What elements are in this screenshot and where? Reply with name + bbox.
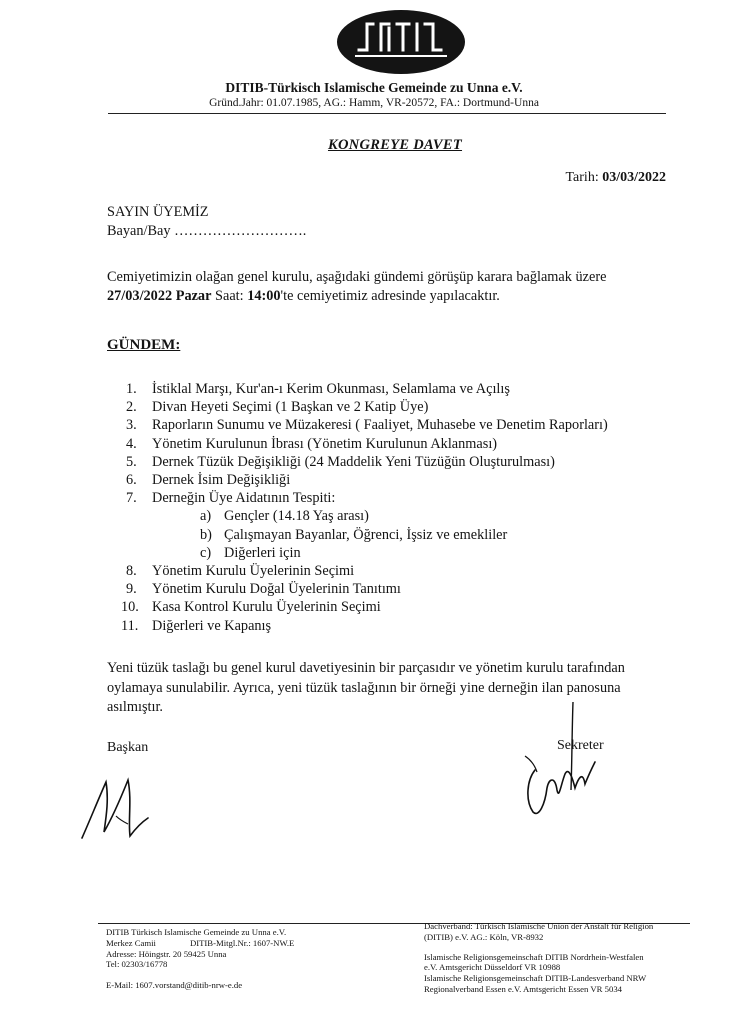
footer-email: E-Mail: 1607.vorstand@ditib-nrw-e.de xyxy=(106,980,243,991)
footer-left-line1: DITIB Türkisch Islamische Gemeinde zu Unna e.V. xyxy=(106,927,287,937)
closing-line1: Yeni tüzük taslağı bu genel kurul davetiyesinin bir parçasıdır ve yönetim kurulu tarafından xyxy=(107,660,625,676)
footer-left-line2: Merkez Camii DITIB-Mitgl.Nr.: 1607-NW.E xyxy=(106,937,295,948)
organization-name: DITIB-Türkisch Islamische Gemeinde zu Unna e.V. xyxy=(225,80,523,95)
agenda-item: 7. Derneğin Üye Aidatının Tespiti: a) Gençler (14.18 Yaş arası) b) Çalışmayan Bayanlar, Öğrenci, İşsiz ve emekliler c) Diğerleri için xyxy=(126,489,608,562)
meeting-time: 14:00 xyxy=(247,288,281,304)
closing-line3: asılmıştır. xyxy=(107,699,164,715)
registration-info: Gründ.Jahr: 01.07.1985, AG.: Hamm, VR-20572, FA.: Dortmund-Unna xyxy=(209,97,539,109)
agenda-item: 5. Dernek Tüzük Değişikliği (24 Maddelik Yeni Tüzüğün Oluşturulması) xyxy=(126,453,555,470)
ditib-logo xyxy=(337,10,465,74)
salutation-line1: SAYIN ÜYEMİZ xyxy=(107,204,209,220)
agenda-sublist xyxy=(152,507,608,562)
agenda-item: 9. Yönetim Kurulu Doğal Üyelerinin Tanıtımı xyxy=(126,581,401,598)
agenda-subitem: a) Gençler (14.18 Yaş arası) xyxy=(200,508,369,525)
header-divider xyxy=(108,113,666,114)
secretary-signature xyxy=(515,700,615,830)
footer-right-line3: Islamische Religionsgemeinschaft DITIB Nordrhein-Westfalen xyxy=(424,951,644,962)
footer-right-line1: Dachverband: Türkisch Islamische Union der Anstalt für Religion xyxy=(424,921,654,931)
agenda-item: 8. Yönetim Kurulu Üyelerinin Seçimi xyxy=(126,563,355,580)
meeting-date: 27/03/2022 Pazar xyxy=(107,288,212,304)
agenda-heading: GÜNDEM: xyxy=(107,337,181,353)
agenda-item: 4. Yönetim Kurulunun İbrası (Yönetim Kurulunun Aklanması) xyxy=(126,435,498,452)
footer-right-line2: (DITIB) e.V. AG.: Köln, VR-8932 xyxy=(424,931,544,942)
date-label: Tarih: xyxy=(565,170,599,185)
footer-left xyxy=(106,927,294,991)
footer-left-line4: Tel: 02303/16778 xyxy=(106,959,168,970)
agenda-list xyxy=(121,380,608,635)
document-date xyxy=(565,170,666,186)
agenda-item: 3. Raporların Sunumu ve Müzakeresi ( Faaliyet, Muhasebe ve Denetim Raporları) xyxy=(126,417,608,434)
footer-right-line4: e.V. Amtsgericht Düsseldorf VR 10988 xyxy=(424,962,561,973)
agenda-item: 10. Kasa Kontrol Kurulu Üyelerinin Seçimi xyxy=(121,599,381,616)
ditib-logo-mark xyxy=(337,10,465,74)
closing-line2: oylamaya sunulabilir. Ayrıca, yeni tüzük taslağının bir örneği yine derneğin ilan panosuna xyxy=(107,679,621,696)
intro-line2-rest: 'te cemiyetimiz adresinde yapılacaktır. xyxy=(280,288,500,304)
document-title: KONGREYE DAVET xyxy=(327,137,463,153)
footer-left-line3: Adresse: Höingstr. 20 59425 Unna xyxy=(106,948,227,959)
footer-right-line6: Regionalverband Essen e.V. Amtsgericht Essen VR 5034 xyxy=(424,983,623,994)
intro-line1: Cemiyetimizin olağan genel kurulu, aşağıdaki gündemi görüşüp karara bağlamak üzere xyxy=(107,269,607,285)
agenda-subitem: c) Diğerleri için xyxy=(200,544,301,561)
agenda-item: 1. İstiklal Marşı, Kur'an-ı Kerim Okunması, Selamlama ve Açılış xyxy=(126,381,510,397)
time-label: Saat: xyxy=(215,288,244,304)
agenda-item: 2. Divan Heyeti Seçimi (1 Başkan ve 2 Katip Üye) xyxy=(126,399,429,416)
secretary-label: Sekreter xyxy=(557,738,604,753)
agenda-item: 6. Dernek İsim Değişikliği xyxy=(126,472,291,489)
chairman-signature xyxy=(76,760,166,850)
agenda-item: 11. Diğerleri ve Kapanış xyxy=(121,617,272,634)
agenda-subitem: b) Çalışmayan Bayanlar, Öğrenci, İşsiz ve emekliler xyxy=(200,526,508,543)
date-value: 03/03/2022 xyxy=(602,170,666,185)
footer-right-line5: Islamische Religionsgemeinschaft DITIB-Landesverband NRW xyxy=(424,973,647,984)
chairman-label: Başkan xyxy=(107,740,149,755)
footer-right xyxy=(424,921,653,995)
salutation-line2: Bayan/Bay ………………………. xyxy=(107,223,307,239)
intro-line2 xyxy=(107,287,500,306)
